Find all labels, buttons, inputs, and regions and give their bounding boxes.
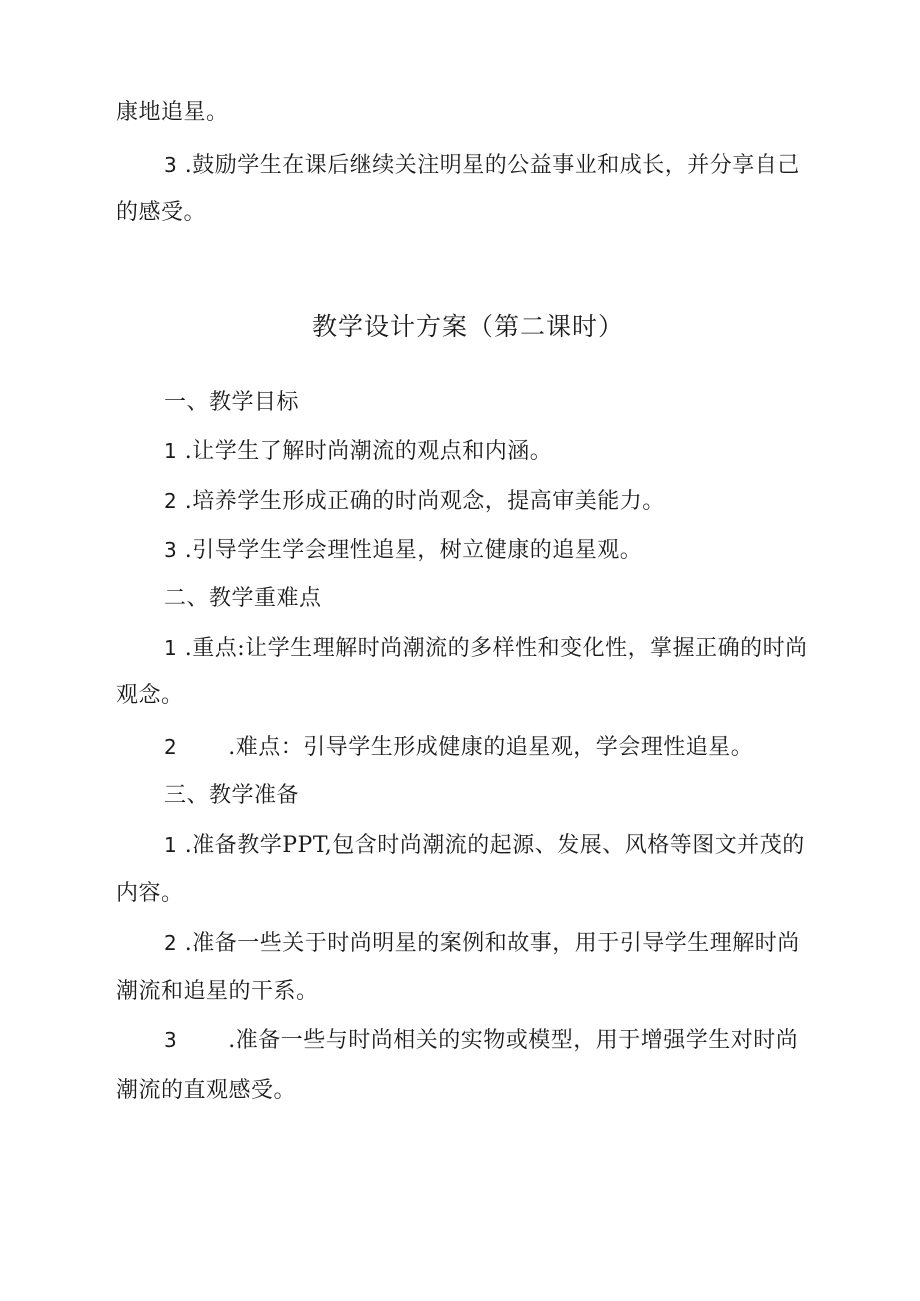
list-item (164, 1025, 798, 1056)
item-number: 3 (164, 538, 178, 562)
item-continuation: 的感受。 (116, 200, 207, 225)
list-item (164, 486, 665, 517)
item-number: 2 (164, 931, 178, 955)
section-heading: 一、教学目标 (164, 390, 300, 415)
section-heading: 二、教学重难点 (164, 586, 322, 611)
item-number: 2 (164, 489, 178, 513)
item-text: .准备教学PPT,包含时尚潮流的起源、发展、风格等图文并茂的 (184, 833, 805, 858)
item-text: .培养学生形成正确的时尚观念，提高审美能力。 (184, 489, 665, 514)
continuation-line: 康地追星。 (116, 100, 229, 125)
list-item (164, 732, 753, 763)
item-number: 3 (164, 1028, 178, 1052)
list-item (164, 150, 800, 181)
item-number: 1 (164, 636, 178, 660)
section-heading: 三、教学准备 (164, 783, 300, 808)
item-number: 1 (164, 833, 178, 857)
item-text: .引导学生学会理性追星，树立健康的追星观。 (184, 538, 643, 563)
item-number: 2 (164, 735, 178, 759)
item-text: .难点：引导学生形成健康的追星观，学会理性追星。 (228, 735, 754, 760)
item-continuation: 观念。 (116, 683, 184, 708)
item-text: .准备一些关于时尚明星的案例和故事，用于引导学生理解时尚 (184, 931, 800, 956)
item-number: 1 (164, 439, 178, 463)
item-text: .鼓励学生在课后继续关注明星的公益事业和成长，并分享自己 (184, 153, 800, 178)
item-text: .重点:让学生理解时尚潮流的多样性和变化性，掌握正确的时尚 (184, 636, 808, 661)
list-item (164, 830, 805, 861)
item-text: .准备一些与时尚相关的实物或模型，用于增强学生对时尚 (228, 1028, 799, 1053)
list-item (164, 928, 800, 959)
item-continuation: 内容。 (116, 881, 184, 906)
list-item (164, 535, 642, 566)
item-number: 3 (164, 153, 178, 177)
list-item (164, 436, 552, 467)
item-continuation: 潮流和追星的干系。 (116, 979, 319, 1004)
item-text: .让学生了解时尚潮流的观点和内涵。 (184, 439, 553, 464)
page-title: 教学设计方案（第二课时） (312, 312, 625, 341)
list-item (164, 633, 808, 664)
item-continuation: 潮流的直观感受。 (116, 1078, 297, 1103)
